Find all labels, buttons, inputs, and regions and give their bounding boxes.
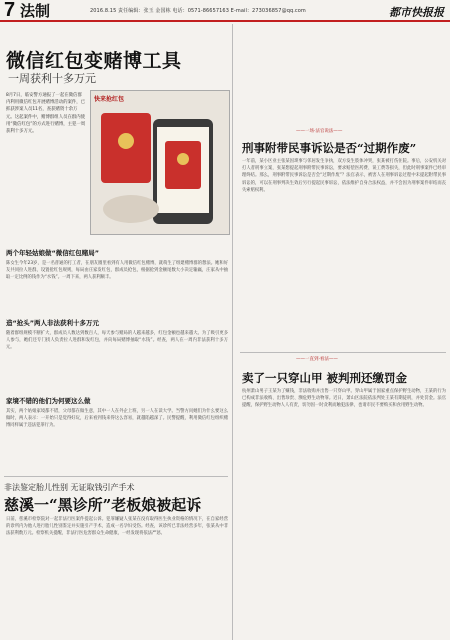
story4-headline: 卖了一只穿山甲 被判刑还缴罚金 <box>242 371 408 385</box>
story2-text: 日前，慈溪市检察院对一起非法行医案件提起公诉。犯罪嫌疑人张某在没有取得医生执业资格的情况下，在自家经营的诊所内为他人进行胎儿性别鉴定并实施引产手术，造成一名孕妇受伤。经查，该诊所已非法经营多年，张某从中非法获利数万元。检察机关提醒，非法行医危害群众生命健康，一经发现将依法严惩。 <box>6 517 228 537</box>
masthead <box>0 0 450 22</box>
section2-text: 随着群组规模不断扩大，群成员人数达到数百人，每天参与赌局的人越来越多，红包金额也越来越大。为了吸引更多人参与，她们还专门找人负责拉人进群和发红包，并向每局赌博抽取“水钱”。经查，两人在一周内非法获利十多万元。 <box>6 331 228 351</box>
page-number: 7 <box>4 0 16 21</box>
right-column <box>236 24 450 640</box>
story3-tag: ——一场·法官说法—— <box>296 129 343 134</box>
story3-text: 一年前，某小区业主张某因琐事与邻居发生争执，双方发生肢体冲突，张某被打伤住院。事后，公安机关对打人者刑事立案，张某想提起刑事附带民事诉讼，要求赔偿医药费、误工费等损失，但此时刑事案件已经审理终结。那么，刑事附带民事诉讼是否会“过期作废”？法官表示，被害人在刑事诉讼过程中未提起附带民事诉讼的，可以在刑事判决生效后另行提起民事诉讼，依法维护自身合法权益，并不会因为刑事案件审结而丧失索赔权利。 <box>242 159 446 193</box>
masthead-meta: 2016.8.15 责任编辑：张玉 金国栋 电话：0571-86657163 E-mail：273036857@qq.com <box>90 8 306 14</box>
newspaper-logo: 都市快报报 <box>389 6 444 19</box>
story1-lead: 8月7日，临安警方通报了一起在微信群内利用微信红包开展赌博活动的案件，已抓获涉案人员11名，查获赌资十余万元。这起案件中，赌博群组人员在群内使用“微信红包”的方式进行赌博，主犯一周获利十多万元。 <box>6 93 86 135</box>
red-envelope-illustration <box>91 91 230 235</box>
story-divider <box>4 476 228 477</box>
section1-title: 两个年轻姑娘做“微信红包赌局” <box>6 249 100 257</box>
story2-headline: 慈溪一“黑诊所”老板娘被起诉 <box>4 496 202 514</box>
story4-text: 杭州萧山男子王某为了赚钱，非法收购并出售一只穿山甲。穿山甲属于国家重点保护野生动物，王某的行为已构成非法收购、出售珍贵、濒危野生动物罪。近日，萧山区法院依法判处王某有期徒刑，并处罚金。法官提醒，保护野生动物人人有责，切勿因一时贪利而触犯法律，也请市民不要购买和食用野生动物。 <box>242 389 446 409</box>
story1-subhead: 一周获利十多万元 <box>8 72 96 85</box>
section1-text: 陈女生今年23岁，是一名普通的打工者，在朋友圈里看到有人用微信红包赌博，就萌生了组建赌博群的想法。她和好友共同拉人进群，设置抢红包规则，每局由庄家发红包，群成员抢包，根据抢到金额尾数大小决定输赢，庄家从中抽取一定比例的钱作为“水钱”。一周下来，两人获利颇丰。 <box>6 261 228 281</box>
story2-kicker: 非法鉴定胎儿性别 无证取钱引产手术 <box>4 483 135 492</box>
story-divider-right <box>240 352 446 353</box>
section2-title: 造“抢头”两人非法获利十多万元 <box>6 319 100 327</box>
section3-title: 家境不错的他们为何要这么做 <box>6 397 91 405</box>
photo-caption: 快来抢红包 <box>94 96 125 103</box>
column-divider <box>232 24 233 640</box>
story4-tag: ——一直到·看法—— <box>296 357 338 362</box>
section3-text: 其实，两个姑娘家境都不错，父母都在做生意，其中一人在外企上班，另一人在读大学。当警方问她们为什么要这么做时，两人表示：一开始只是觉得好玩，后来看到钱来得这么容易，就越陷越深了。民警提醒，利用微信红包组织赌博同样属于违法犯罪行为。 <box>6 409 228 429</box>
story3-headline: 刑事附带民事诉讼是否“过期作废” <box>242 141 417 155</box>
story1-headline: 微信红包变赌博工具 <box>6 50 182 72</box>
left-column <box>0 24 232 640</box>
story1-photo <box>90 90 230 235</box>
section-name: 法制 <box>20 2 51 20</box>
